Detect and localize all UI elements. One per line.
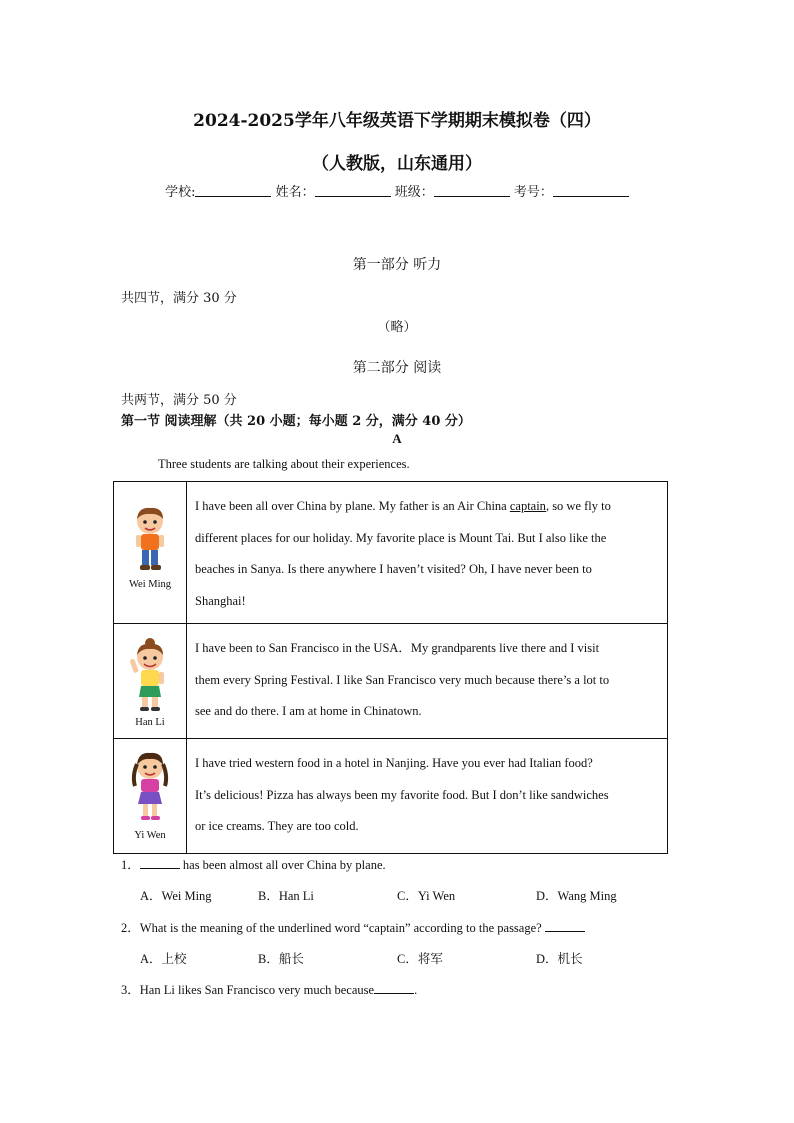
part2-heading: 第二部分 阅读 [352,360,442,376]
part2-note: 共两节，满分 50 分 [121,393,237,408]
passage-label: A [392,431,402,446]
name-blank[interactable] [315,184,391,197]
class-label: 班级： [394,185,434,200]
name-label: 姓名： [275,185,315,200]
part1-omitted: （略） [377,320,417,335]
q1-option-b[interactable]: B．Han Li [258,889,314,903]
q2-option-a[interactable]: A．上校 [140,952,187,966]
text-line: or ice creams. They are too cold. [195,819,359,833]
text-line: beaches in Sanya. Is there anywhere I haven’t visited? Oh, I have never been to [195,562,592,576]
text-line: them every Spring Festival. I like San Francisco very much because there’s a lot to [195,672,610,687]
q2-option-b[interactable]: B．船长 [258,952,304,966]
student-cell [114,482,187,624]
school-blank[interactable] [195,184,271,197]
q1-option-c[interactable]: C．Yi Wen [397,889,456,903]
girl-pigtails-cartoon-icon [129,750,171,826]
part1-heading: 第一部分 听力 [352,257,442,273]
student-text [187,739,668,854]
text-line: I have been all over China by plane. My father is an Air China captain, so we fly to [195,499,611,513]
underlined-word-captain: captain [509,499,546,513]
table-row [114,482,668,624]
school-label: 学校: [165,185,196,200]
exam-no-label: 考号： [513,185,553,200]
table-row [114,624,668,739]
student-info-line [0,181,794,200]
student-name: Han Li [135,717,165,728]
passage-intro: Three students are talking about their experiences. [158,457,410,471]
q2-option-d[interactable]: D．机长 [536,952,583,966]
answer-blank[interactable] [140,858,180,869]
girl-waving-cartoon-icon [128,637,172,713]
q2-option-c[interactable]: C．将军 [397,952,443,966]
boy-cartoon-icon [130,505,170,575]
exam-no-blank[interactable] [553,184,629,197]
page-title: 2024-2025学年八年级英语下学期期末模拟卷（四） [193,111,601,131]
passage-table [113,481,668,854]
student-text [187,624,668,739]
text-line: see and do there. I am at home in Chinatown. [195,704,422,718]
question-2: 2．What is the meaning of the underlined word “captain” according to the passage? [121,918,585,936]
student-text [187,482,668,624]
page-subtitle: （人教版，山东通用） [312,154,482,174]
part1-note: 共四节，满分 30 分 [121,291,237,306]
class-blank[interactable] [434,184,510,197]
student-name: Yi Wen [134,830,166,841]
text-line: I have been to San Francisco in the USA．My grandparents live there and I visit [195,641,600,655]
section1-heading: 第一节 阅读理解（共 20 小题；每小题 2 分，满分 40 分） [121,414,471,429]
student-cell [114,739,187,854]
table-row [114,739,668,854]
answer-blank[interactable] [374,983,414,994]
student-name: Wei Ming [128,579,172,590]
text-line: It’s delicious! Pizza has always been my favorite food. But I don’t like sandwiches [195,787,609,802]
text-line: different places for our holiday. My favorite place is Mount Tai. But I also like the [195,530,607,545]
question-1: 1． has been almost all over China by plane. [121,858,386,872]
student-cell [114,624,187,739]
text-line: I have tried western food in a hotel in Nanjing. Have you ever had Italian food? [195,756,593,770]
question-3: 3．Han Li likes San Francisco very much because . [121,983,418,997]
text-line: Shanghai! [195,593,246,608]
q1-option-a[interactable]: A．Wei Ming [140,889,212,903]
answer-blank[interactable] [545,921,585,932]
q1-option-d[interactable]: D．Wang Ming [536,889,617,903]
